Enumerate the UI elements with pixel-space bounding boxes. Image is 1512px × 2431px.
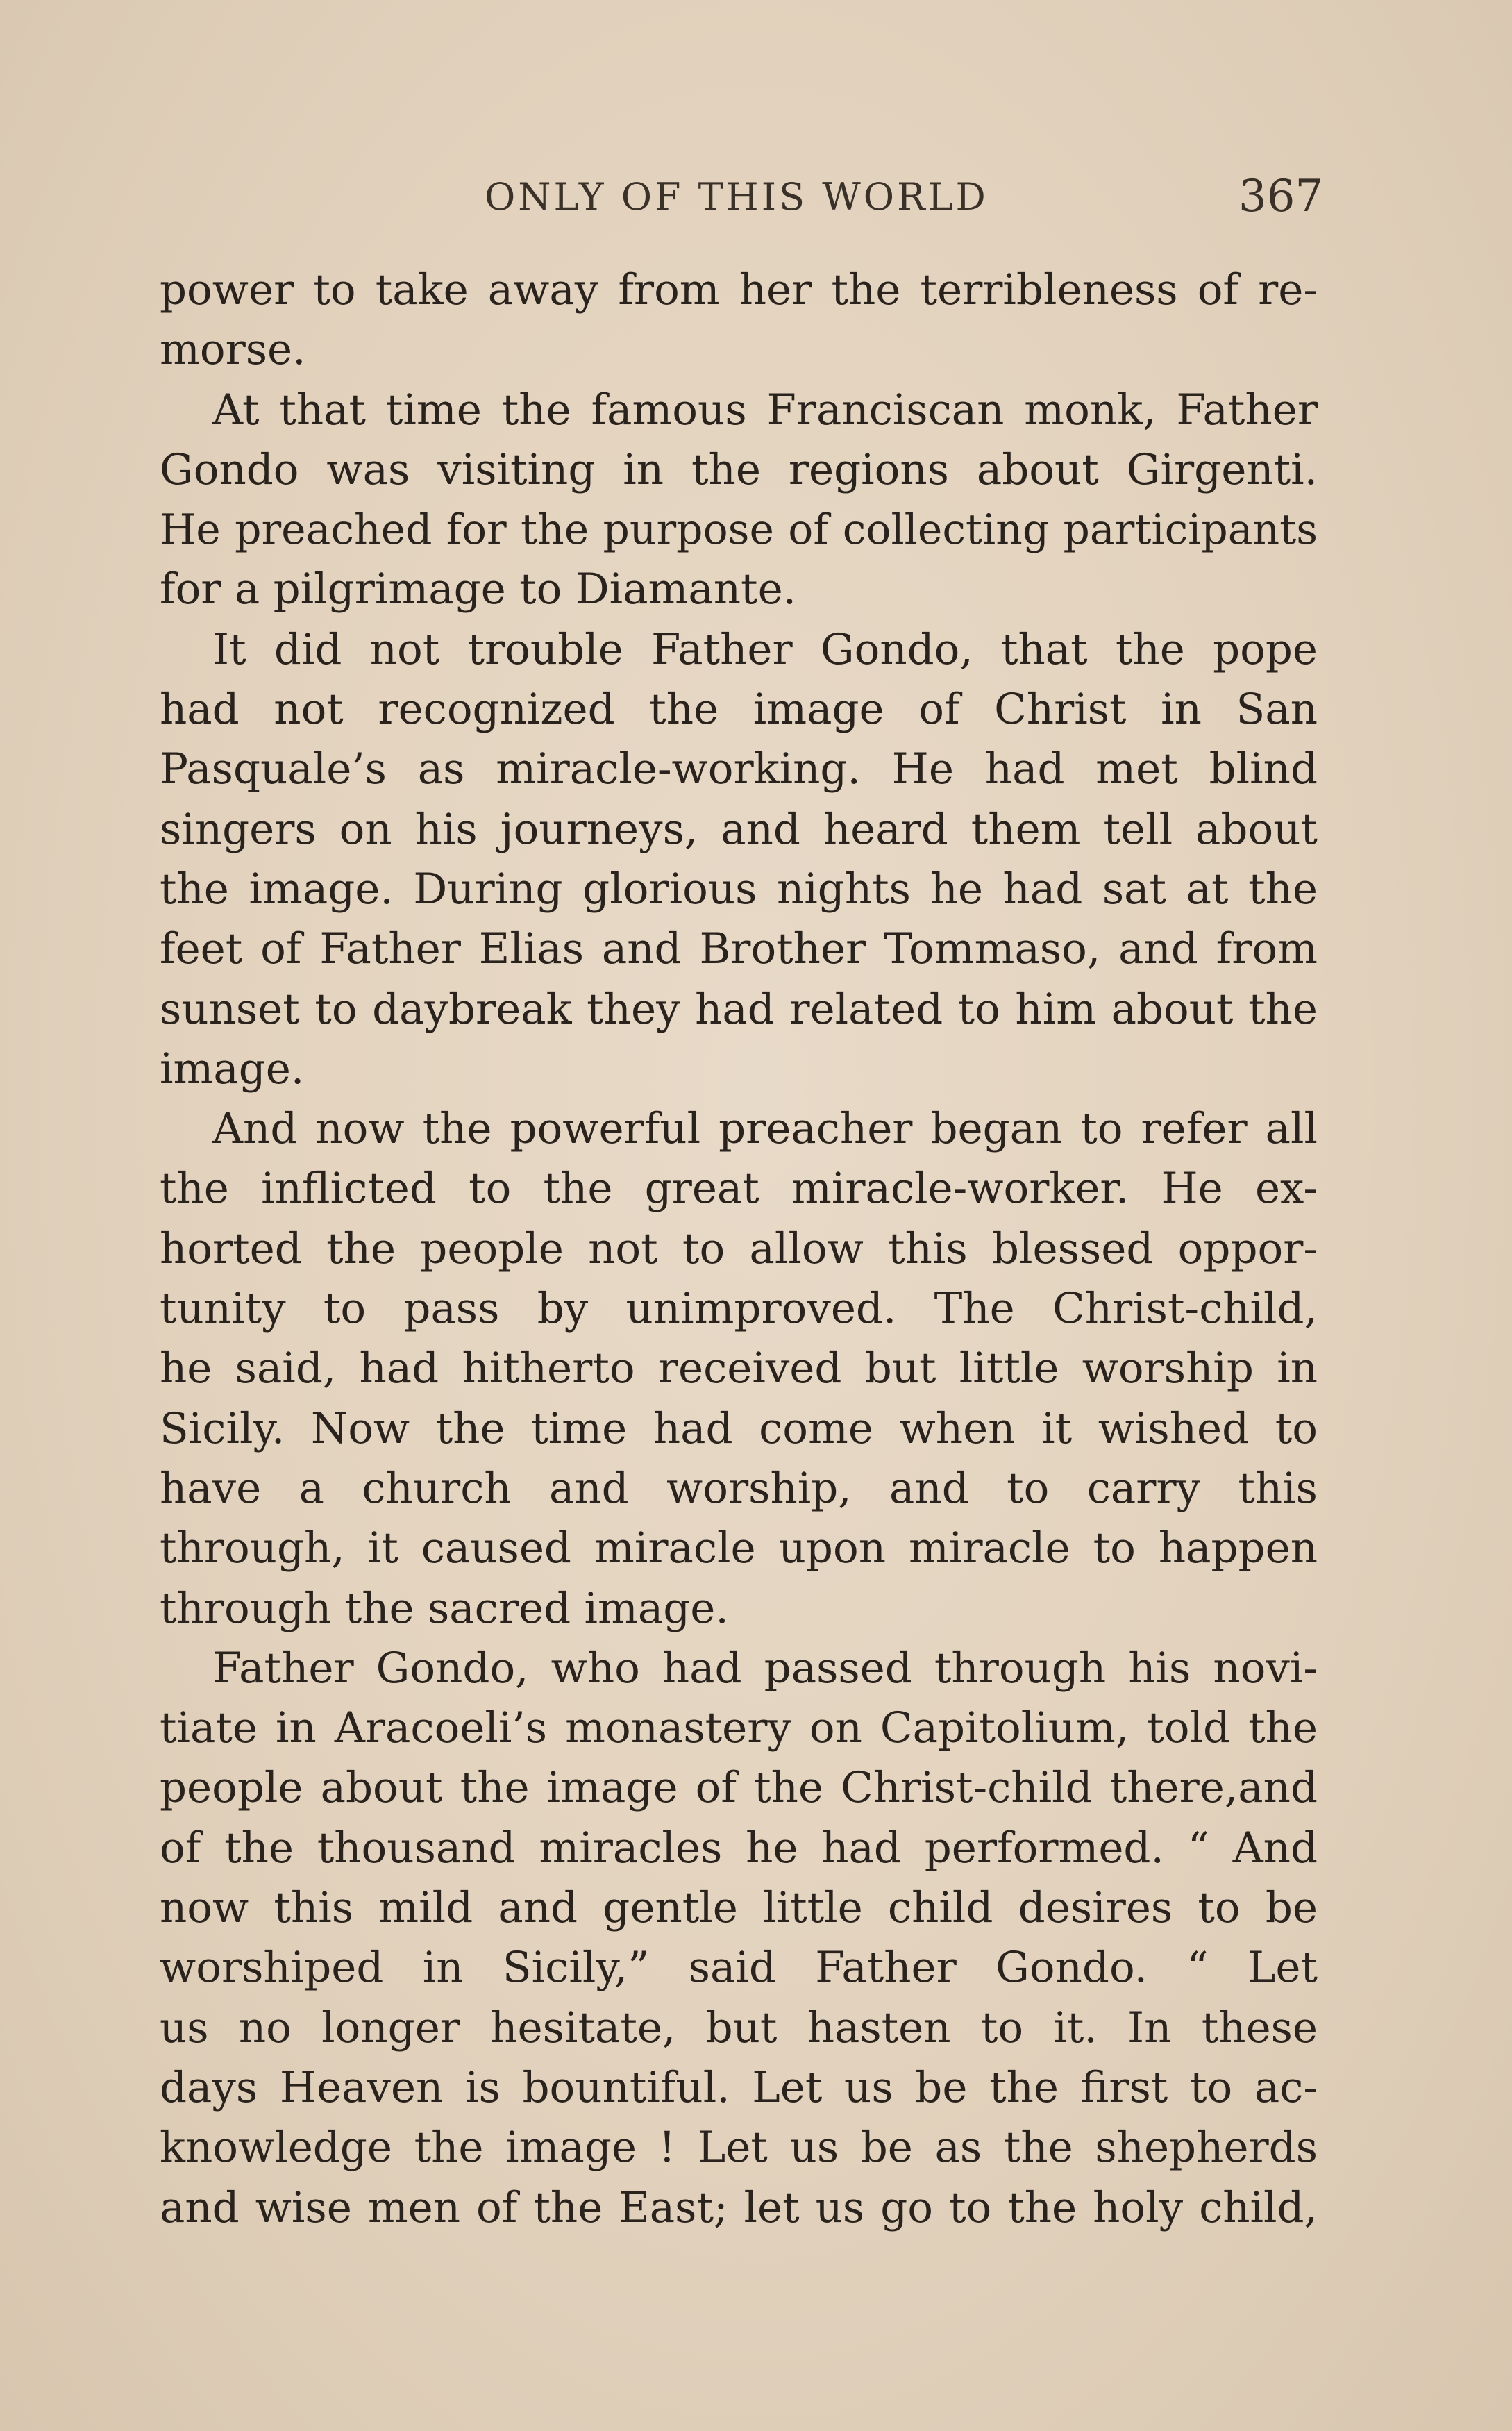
text-line: the inflicted to the great miracle-worker. He ex- <box>160 1164 1318 1214</box>
text-line: tiate in Aracoeli’s monastery on Capitolium, told the <box>160 1703 1318 1753</box>
text-line: He preached for the purpose of collecting participants <box>160 506 1318 555</box>
text-line: worshiped in Sicily,” said Father Gondo. “ Let <box>160 1943 1318 1993</box>
text-line: knowledge the image ! Let us be as the shepherds <box>160 2123 1318 2173</box>
text-line: now this mild and gentle little child desires to be <box>160 1883 1318 1933</box>
text-line: through, it caused miracle upon miracle to happen <box>160 1523 1318 1573</box>
text-line: It did not trouble Father Gondo, that the pope <box>212 624 1318 674</box>
text-line: image. <box>160 1044 305 1094</box>
text-line: Father Gondo, who had passed through his novi- <box>212 1643 1318 1693</box>
text-line: have a church and worship, and to carry this <box>160 1463 1318 1513</box>
text-line: Pasquale’s as miracle-working. He had met blind <box>160 744 1318 794</box>
body-text <box>160 260 1318 2238</box>
running-head: ONLY OF THIS WORLD <box>485 175 989 219</box>
text-line: for a pilgrimage to Diamante. <box>160 565 797 615</box>
text-line: the image. During glorious nights he had sat at the <box>160 864 1318 914</box>
text-line: sunset to daybreak they had related to him about the <box>160 984 1318 1034</box>
text-line: horted the people not to allow this blessed oppor- <box>160 1223 1318 1273</box>
text-line: he said, had hitherto received but little worship in <box>160 1344 1318 1394</box>
text-line: power to take away from her the terribleness of re- <box>160 265 1318 315</box>
text-line: Sicily. Now the time had come when it wished to <box>160 1403 1318 1453</box>
text-line: feet of Father Elias and Brother Tommaso, and from <box>160 924 1318 974</box>
text-line: had not recognized the image of Christ in San <box>160 685 1318 735</box>
text-line: days Heaven is bountiful. Let us be the first to ac- <box>160 2062 1318 2112</box>
text-line: us no longer hesitate, but hasten to it. In these <box>160 2003 1318 2053</box>
text-line: of the thousand miracles he had performed. “ And <box>160 1823 1318 1873</box>
text-line: and wise men of the East; let us go to the holy child, <box>160 2182 1318 2232</box>
text-line: At that time the famous Franciscan monk, Father <box>212 385 1318 435</box>
text-line: singers on his journeys, and heard them tell about <box>160 804 1318 854</box>
text-line: tunity to pass by unimproved. The Christ-child, <box>160 1284 1318 1334</box>
text-line: morse. <box>160 325 306 375</box>
text-line: people about the image of the Christ-child there,and <box>160 1763 1318 1813</box>
text-line: through the sacred image. <box>160 1583 729 1633</box>
text-line: Gondo was visiting in the regions about Girgenti. <box>160 444 1318 494</box>
page-number: 367 <box>1238 171 1324 222</box>
text-line: And now the powerful preacher began to refer all <box>212 1104 1318 1154</box>
